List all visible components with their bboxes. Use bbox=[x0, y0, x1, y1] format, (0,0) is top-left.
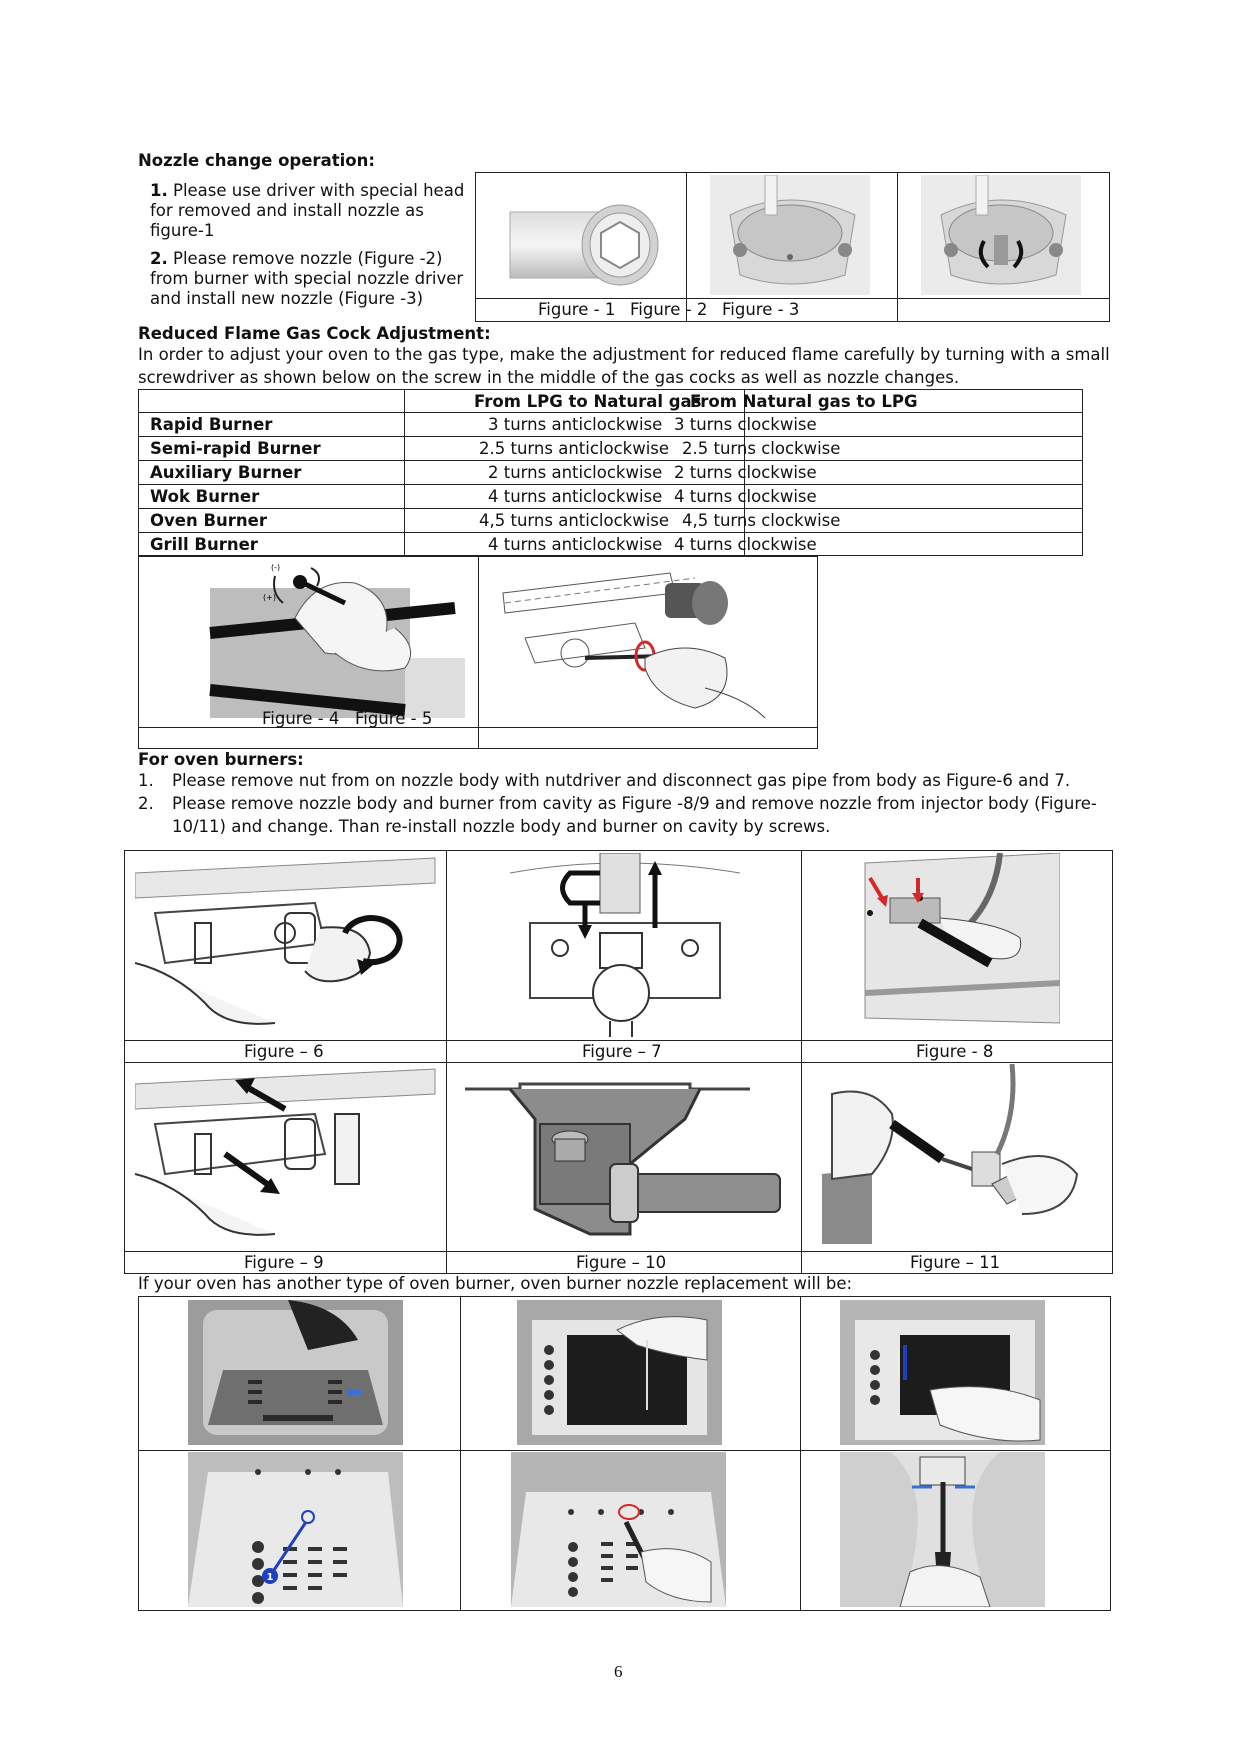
to-natural-value: 2.5 turns anticlockwise bbox=[479, 439, 670, 458]
flame-marker-minus: (-) bbox=[271, 563, 281, 572]
step-2-line: from burner with special nozzle driver bbox=[150, 269, 464, 288]
page-number: 6 bbox=[614, 1662, 623, 1681]
table-header: From Natural gas to LPG bbox=[690, 392, 918, 411]
step-2-line: Please remove nozzle (Figure -2) bbox=[173, 249, 443, 268]
divider bbox=[138, 508, 1083, 509]
list-text: 10/11) and change. Than re-install nozzle body and burner on cavity by screws. bbox=[172, 817, 831, 836]
burner-name: Wok Burner bbox=[150, 487, 260, 506]
divider bbox=[138, 436, 1083, 437]
divider bbox=[475, 298, 1110, 299]
burner-name: Oven Burner bbox=[150, 511, 267, 530]
burner-name: Auxiliary Burner bbox=[150, 463, 302, 482]
nozzle-step-2 bbox=[150, 249, 463, 309]
to-lpg-value: 3 turns clockwise bbox=[674, 415, 817, 434]
nozzle-driver-illustration bbox=[500, 200, 670, 290]
figure-10-illustration bbox=[460, 1064, 790, 1248]
to-natural-value: 2 turns anticlockwise bbox=[488, 463, 663, 482]
oven-photo-6 bbox=[840, 1452, 1045, 1607]
divider bbox=[138, 412, 1083, 413]
to-lpg-value: 4 turns clockwise bbox=[674, 487, 817, 506]
divider bbox=[897, 172, 898, 322]
figure-caption: Figure - 1 bbox=[538, 300, 616, 319]
figure-7-illustration bbox=[500, 853, 750, 1037]
divider bbox=[138, 532, 1083, 533]
paragraph-line: In order to adjust your oven to the gas type, make the adjustment for reduced flame carefully by turning with a small bbox=[138, 345, 1110, 364]
figure-8-illustration bbox=[850, 853, 1060, 1037]
step-1-line: Please use driver with special head bbox=[173, 181, 465, 200]
divider bbox=[138, 484, 1083, 485]
to-natural-value: 4 turns anticlockwise bbox=[488, 487, 663, 506]
divider bbox=[460, 1296, 461, 1611]
divider bbox=[138, 727, 818, 728]
oven-photo-3 bbox=[840, 1300, 1045, 1445]
burner-name: Rapid Burner bbox=[150, 415, 273, 434]
oven-burners-heading: For oven burners: bbox=[138, 750, 304, 769]
oven-step-1 bbox=[138, 771, 1071, 791]
figure-caption: Figure – 11 bbox=[910, 1253, 1001, 1272]
figure-6-illustration bbox=[135, 853, 440, 1037]
reduced-flame-paragraph bbox=[138, 345, 1110, 388]
step-1-number: 1. bbox=[150, 181, 168, 200]
figure-caption: Figure - 2 bbox=[630, 300, 708, 319]
burner-nozzle-illustration bbox=[705, 175, 875, 295]
gas-cock-screw-illustration bbox=[495, 558, 795, 724]
to-natural-value: 4 turns anticlockwise bbox=[488, 535, 663, 554]
figure-caption: Figure – 7 bbox=[582, 1042, 662, 1061]
divider bbox=[404, 389, 405, 556]
figure-caption: Figure - 8 bbox=[916, 1042, 994, 1061]
table-header: From LPG to Natural gas bbox=[474, 392, 702, 411]
burner-name: Grill Burner bbox=[150, 535, 258, 554]
figure-caption: Figure – 10 bbox=[576, 1253, 667, 1272]
oven-photo-2 bbox=[517, 1300, 722, 1445]
to-lpg-value: 4 turns clockwise bbox=[674, 535, 817, 554]
paragraph-line: screwdriver as shown below on the screw in the middle of the gas cocks as well as nozzle changes. bbox=[138, 368, 960, 387]
figure-caption: Figure - 5 bbox=[355, 709, 433, 728]
oven-step-2 bbox=[138, 794, 1097, 814]
to-lpg-value: 2.5 turns clockwise bbox=[682, 439, 841, 458]
figure-9-illustration bbox=[135, 1064, 440, 1248]
divider bbox=[138, 460, 1083, 461]
divider bbox=[138, 1450, 1111, 1451]
to-lpg-value: 4,5 turns clockwise bbox=[682, 511, 841, 530]
nozzle-heading: Nozzle change operation: bbox=[138, 151, 375, 170]
flame-marker-plus: (+) bbox=[263, 593, 276, 602]
divider bbox=[124, 1040, 1113, 1041]
step-2-number: 2. bbox=[150, 249, 168, 268]
to-natural-value: 4,5 turns anticlockwise bbox=[479, 511, 670, 530]
gas-cock-adjust-illustration bbox=[205, 558, 475, 724]
list-number: 2. bbox=[138, 794, 154, 813]
to-natural-value: 3 turns anticlockwise bbox=[488, 415, 663, 434]
step-1-line: for removed and install nozzle as bbox=[150, 201, 424, 220]
list-number: 1. bbox=[138, 771, 154, 790]
list-text: Please remove nut from on nozzle body with nutdriver and disconnect gas pipe from body as Figure-6 and 7. bbox=[172, 771, 1071, 790]
to-lpg-value: 2 turns clockwise bbox=[674, 463, 817, 482]
figure-caption: Figure – 9 bbox=[244, 1253, 324, 1272]
figure-caption: Figure - 3 bbox=[722, 300, 800, 319]
oven-photo-5 bbox=[511, 1452, 726, 1607]
oven-photo-4 bbox=[188, 1452, 403, 1607]
divider bbox=[124, 1062, 1113, 1063]
divider bbox=[800, 1296, 801, 1611]
step-2-line: and install new nozzle (Figure -3) bbox=[150, 289, 424, 308]
figure-11-illustration bbox=[812, 1064, 1092, 1248]
another-type-text: If your oven has another type of oven burner, oven burner nozzle replacement will be: bbox=[138, 1274, 853, 1293]
divider bbox=[124, 1251, 1113, 1252]
reduced-flame-heading: Reduced Flame Gas Cock Adjustment: bbox=[138, 324, 491, 343]
step-1-line: figure-1 bbox=[150, 221, 215, 240]
oven-photo-1 bbox=[188, 1300, 403, 1445]
figure-caption: Figure – 6 bbox=[244, 1042, 324, 1061]
step-marker: 1 bbox=[266, 1572, 274, 1583]
divider bbox=[478, 556, 479, 749]
list-text: Please remove nozzle body and burner from cavity as Figure -8/9 and remove nozzle from injector body (Figure- bbox=[172, 794, 1097, 813]
burner-name: Semi-rapid Burner bbox=[150, 439, 321, 458]
nozzle-install-illustration bbox=[916, 175, 1086, 295]
figure-caption: Figure - 4 bbox=[262, 709, 340, 728]
nozzle-step-1 bbox=[150, 181, 464, 241]
